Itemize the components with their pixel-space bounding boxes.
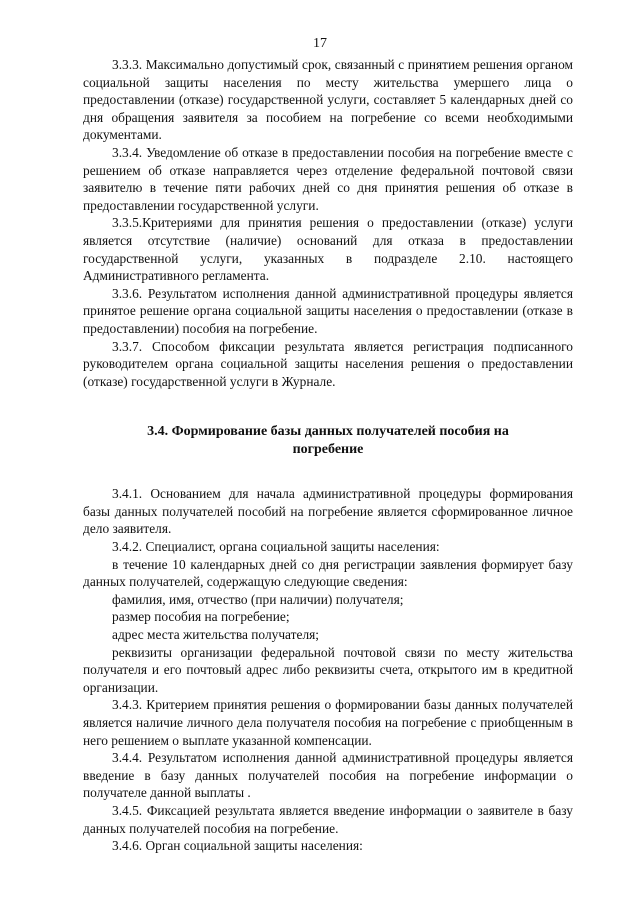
paragraph-3-3-3: 3.3.3. Максимально допустимый срок, связанный с принятием решения органом социальной защиты населения по месту жительства умершего лица о предоставлении (отказе) государственной услуги, составляет 5 календарных дней со дня обращения заявителя за пособием на погребение со всеми необходимыми документами. xyxy=(83,57,573,143)
paragraph-3-4-1: 3.4.1. Основанием для начала административной процедуры формирования базы данных получателей пособий на погребение является сформированное личное дело заявителя. xyxy=(83,486,573,537)
list-item: размер пособия на погребение; xyxy=(112,609,290,625)
list-item: адрес места жительства получателя; xyxy=(112,627,320,643)
paragraph-3-4-4: 3.4.4. Результатом исполнения данной административной процедуры является введение в базу данных получателей пособия на погребение информации о получателе данной выплаты . xyxy=(83,750,573,801)
paragraph-postal-details: реквизиты организации федеральной почтовой связи по месту жительства получателя и его почтовый адрес либо реквизиты счета, открытого им в кредитной организации. xyxy=(83,644,573,695)
page-number: 17 xyxy=(313,36,327,51)
paragraph-3-3-4: 3.3.4. Уведомление об отказе в предоставлении пособия на погребение вместе с решением об отказе направляется через отделение федеральной почтовой связи заявителю в течение пяти рабочих дней со дня принятия решения об отказе в предоставлении государственной услуги. xyxy=(83,144,573,213)
list-item: фамилия, имя, отчество (при наличии) получателя; xyxy=(112,591,404,607)
paragraph-3-4-3: 3.4.3. Критерием принятия решения о формировании базы данных получателей является наличие личного дела получателя пособия на погребение с приобщенным в него решением о выплате указанной компенсации. xyxy=(83,697,573,748)
paragraph-registration-period: в течение 10 календарных дней со дня регистрации заявления формирует базу данных получателей, содержащую следующие сведения: xyxy=(83,556,573,590)
paragraph-3-4-6: 3.4.6. Орган социальной защиты населения: xyxy=(112,838,363,854)
paragraph-3-3-7: 3.3.7. Способом фиксации результата является регистрация подписанного руководителем органа социальной защиты населения решения о предоставлении (отказе) государственной услуги в Журнале. xyxy=(83,338,573,389)
document-body xyxy=(83,56,573,855)
paragraph-3-3-6: 3.3.6. Результатом исполнения данной административной процедуры является принятое решение органа социальной защиты населения о предоставлении (отказе в предоставлении) пособия на погребение. xyxy=(83,285,573,336)
section-heading: 3.4. Формирование базы данных получателей пособия на погребение xyxy=(147,424,509,458)
paragraph-3-4-5: 3.4.5. Фиксацией результата является введение информации о заявителе в базу данных получателей пособия на погребение. xyxy=(83,802,573,836)
paragraph-3-4-2: 3.4.2. Специалист, органа социальной защиты населения: xyxy=(112,539,440,555)
paragraph-3-3-5: 3.3.5.Критериями для принятия решения о предоставлении (отказе) услуги является отсутствие (наличие) оснований для отказа в предоставлении государственной услуги, указанных в подразделе 2.10. настоящего Административного регламента. xyxy=(83,215,573,284)
